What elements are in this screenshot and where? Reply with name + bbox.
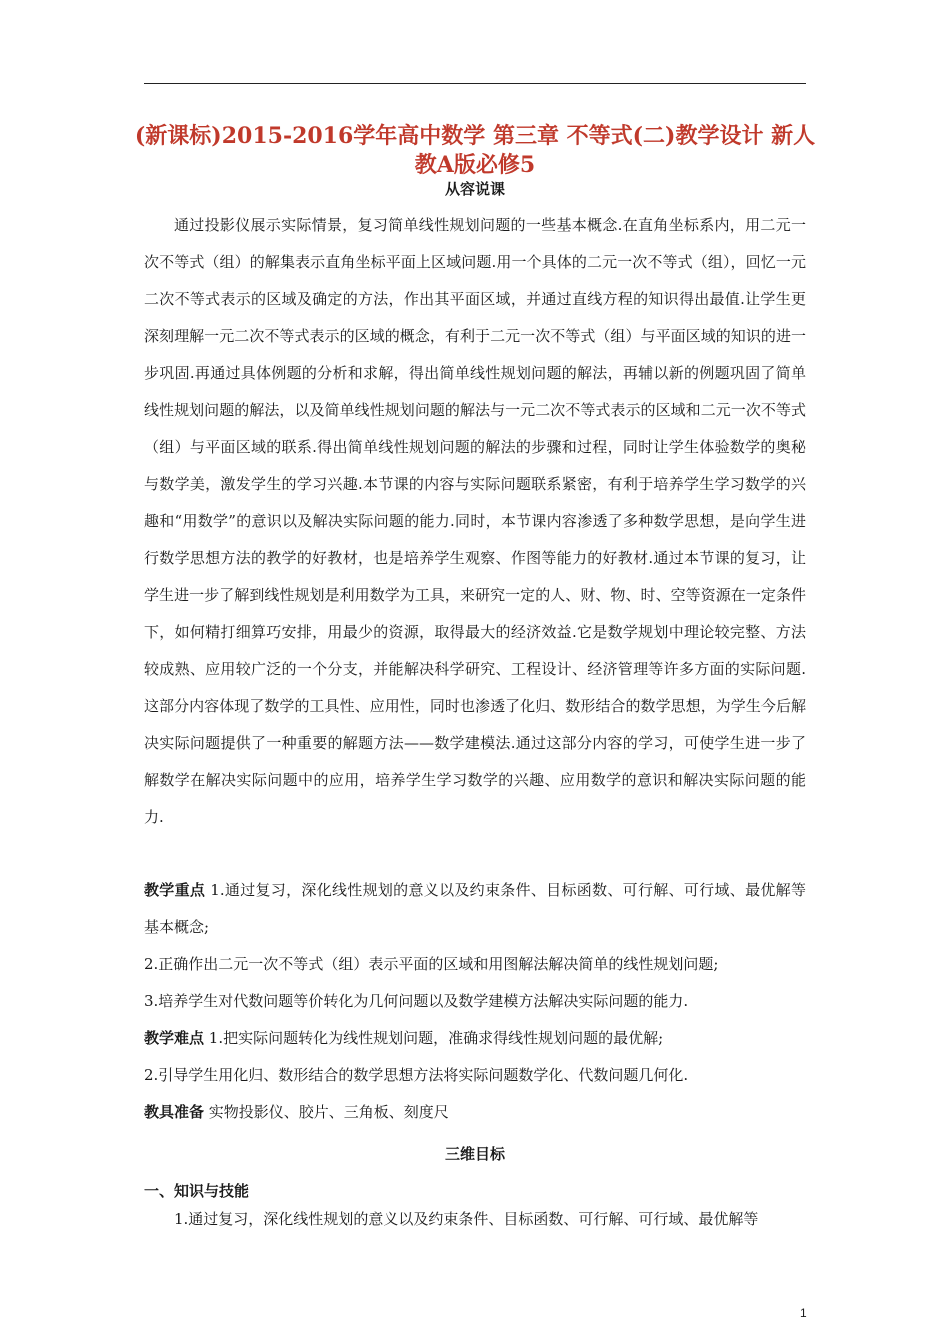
goals-heading: 三维目标 (444, 1145, 505, 1163)
section-subtitle: 从容说课 (444, 180, 505, 198)
section-heading-1: 一、知识与技能 (144, 1182, 250, 1200)
difficulty-label: 教学难点 (144, 1029, 205, 1047)
difficulty-item-2: 2.引导学生用化归、数形结合的数学思想方法将实际问题数学化、代数问题几何化. (144, 1066, 689, 1084)
document-title: (新课标)2015-2016学年高中数学 第三章 不等式(二)教学设计 新人教A版必修5 (134, 123, 816, 178)
goal-item-1: 1.通过复习，深化线性规划的意义以及约束条件、目标函数、可行解、可行域、最优解等 (174, 1210, 759, 1228)
key-points-item-3: 3.培养学生对代数问题等价转化为几何问题以及数学建模方法解决实际问题的能力. (144, 992, 689, 1010)
header-rule (144, 83, 806, 84)
key-points-label: 教学重点 (144, 881, 206, 899)
tools-label: 教具准备 (144, 1103, 205, 1121)
key-point-text-1: 1.通过复习，深化线性规划的意义以及约束条件、目标函数、可行解、可行域、最优解等基本概念; (144, 881, 806, 936)
page-number: 1 (800, 1306, 807, 1320)
tools-text: 实物投影仪、胶片、三角板、刻度尺 (208, 1103, 449, 1121)
difficulty-text-1: 1.把实际问题转化为线性规划问题，准确求得线性规划问题的最优解; (208, 1029, 664, 1047)
tools-line (144, 1094, 806, 1131)
key-points-item-1 (144, 872, 806, 946)
key-points-item-2: 2.正确作出二元一次不等式（组）表示平面的区域和用图解法解决简单的线性规划问题; (144, 955, 719, 973)
difficulty-item-1 (144, 1020, 806, 1057)
intro-paragraph: 通过投影仪展示实际情景，复习简单线性规划问题的一些基本概念.在直角坐标系内，用二元一次不等式（组）的解集表示直角坐标平面上区域问题.用一个具体的二元一次不等式（组），回忆一元二次不等式表示的区域及确定的方法，作出其平面区域，并通过直线方程的知识得出最值.让学生更深刻理解一元二次不等式表示的区域的概念，有利于二元一次不等式（组）与平面区域的知识的进一步巩固.再通过具体例题的分析和求解，得出简单线性规划问题的解法，再辅以新的例题巩固了简单线性规划问题的解法，以及简单线性规划问题的解法与一元二次不等式表示的区域和二元一次不等式（组）与平面区域的联系.得出简单线性规划问题的解法的步骤和过程，同时让学生体验数学的奥秘与数学美，激发学生的学习兴趣.本节课的内容与实际问题联系紧密，有利于培养学生学习数学的兴趣和“用数学”的意识以及解决实际问题的能力.同时，本节课内容渗透了多种数学思想，是向学生进行数学思想方法的教学的好教材，也是培养学生观察、作图等能力的好教材.通过本节课的复习，让学生进一步了解到线性规划是利用数学为工具，来研究一定的人、财、物、时、空等资源在一定条件下，如何精打细算巧安排，用最少的资源，取得最大的经济效益.它是数学规划中理论较完整、方法较成熟、应用较广泛的一个分支，并能解决科学研究、工程设计、经济管理等许多方面的实际问题.这部分内容体现了数学的工具性、应用性，同时也渗透了化归、数形结合的数学思想，为学生今后解决实际问题提供了一种重要的解题方法——数学建模法.通过这部分内容的学习，可使学生进一步了解数学在解决实际问题中的应用，培养学生学习数学的兴趣、应用数学的意识和解决实际问题的能力. (144, 216, 806, 826)
